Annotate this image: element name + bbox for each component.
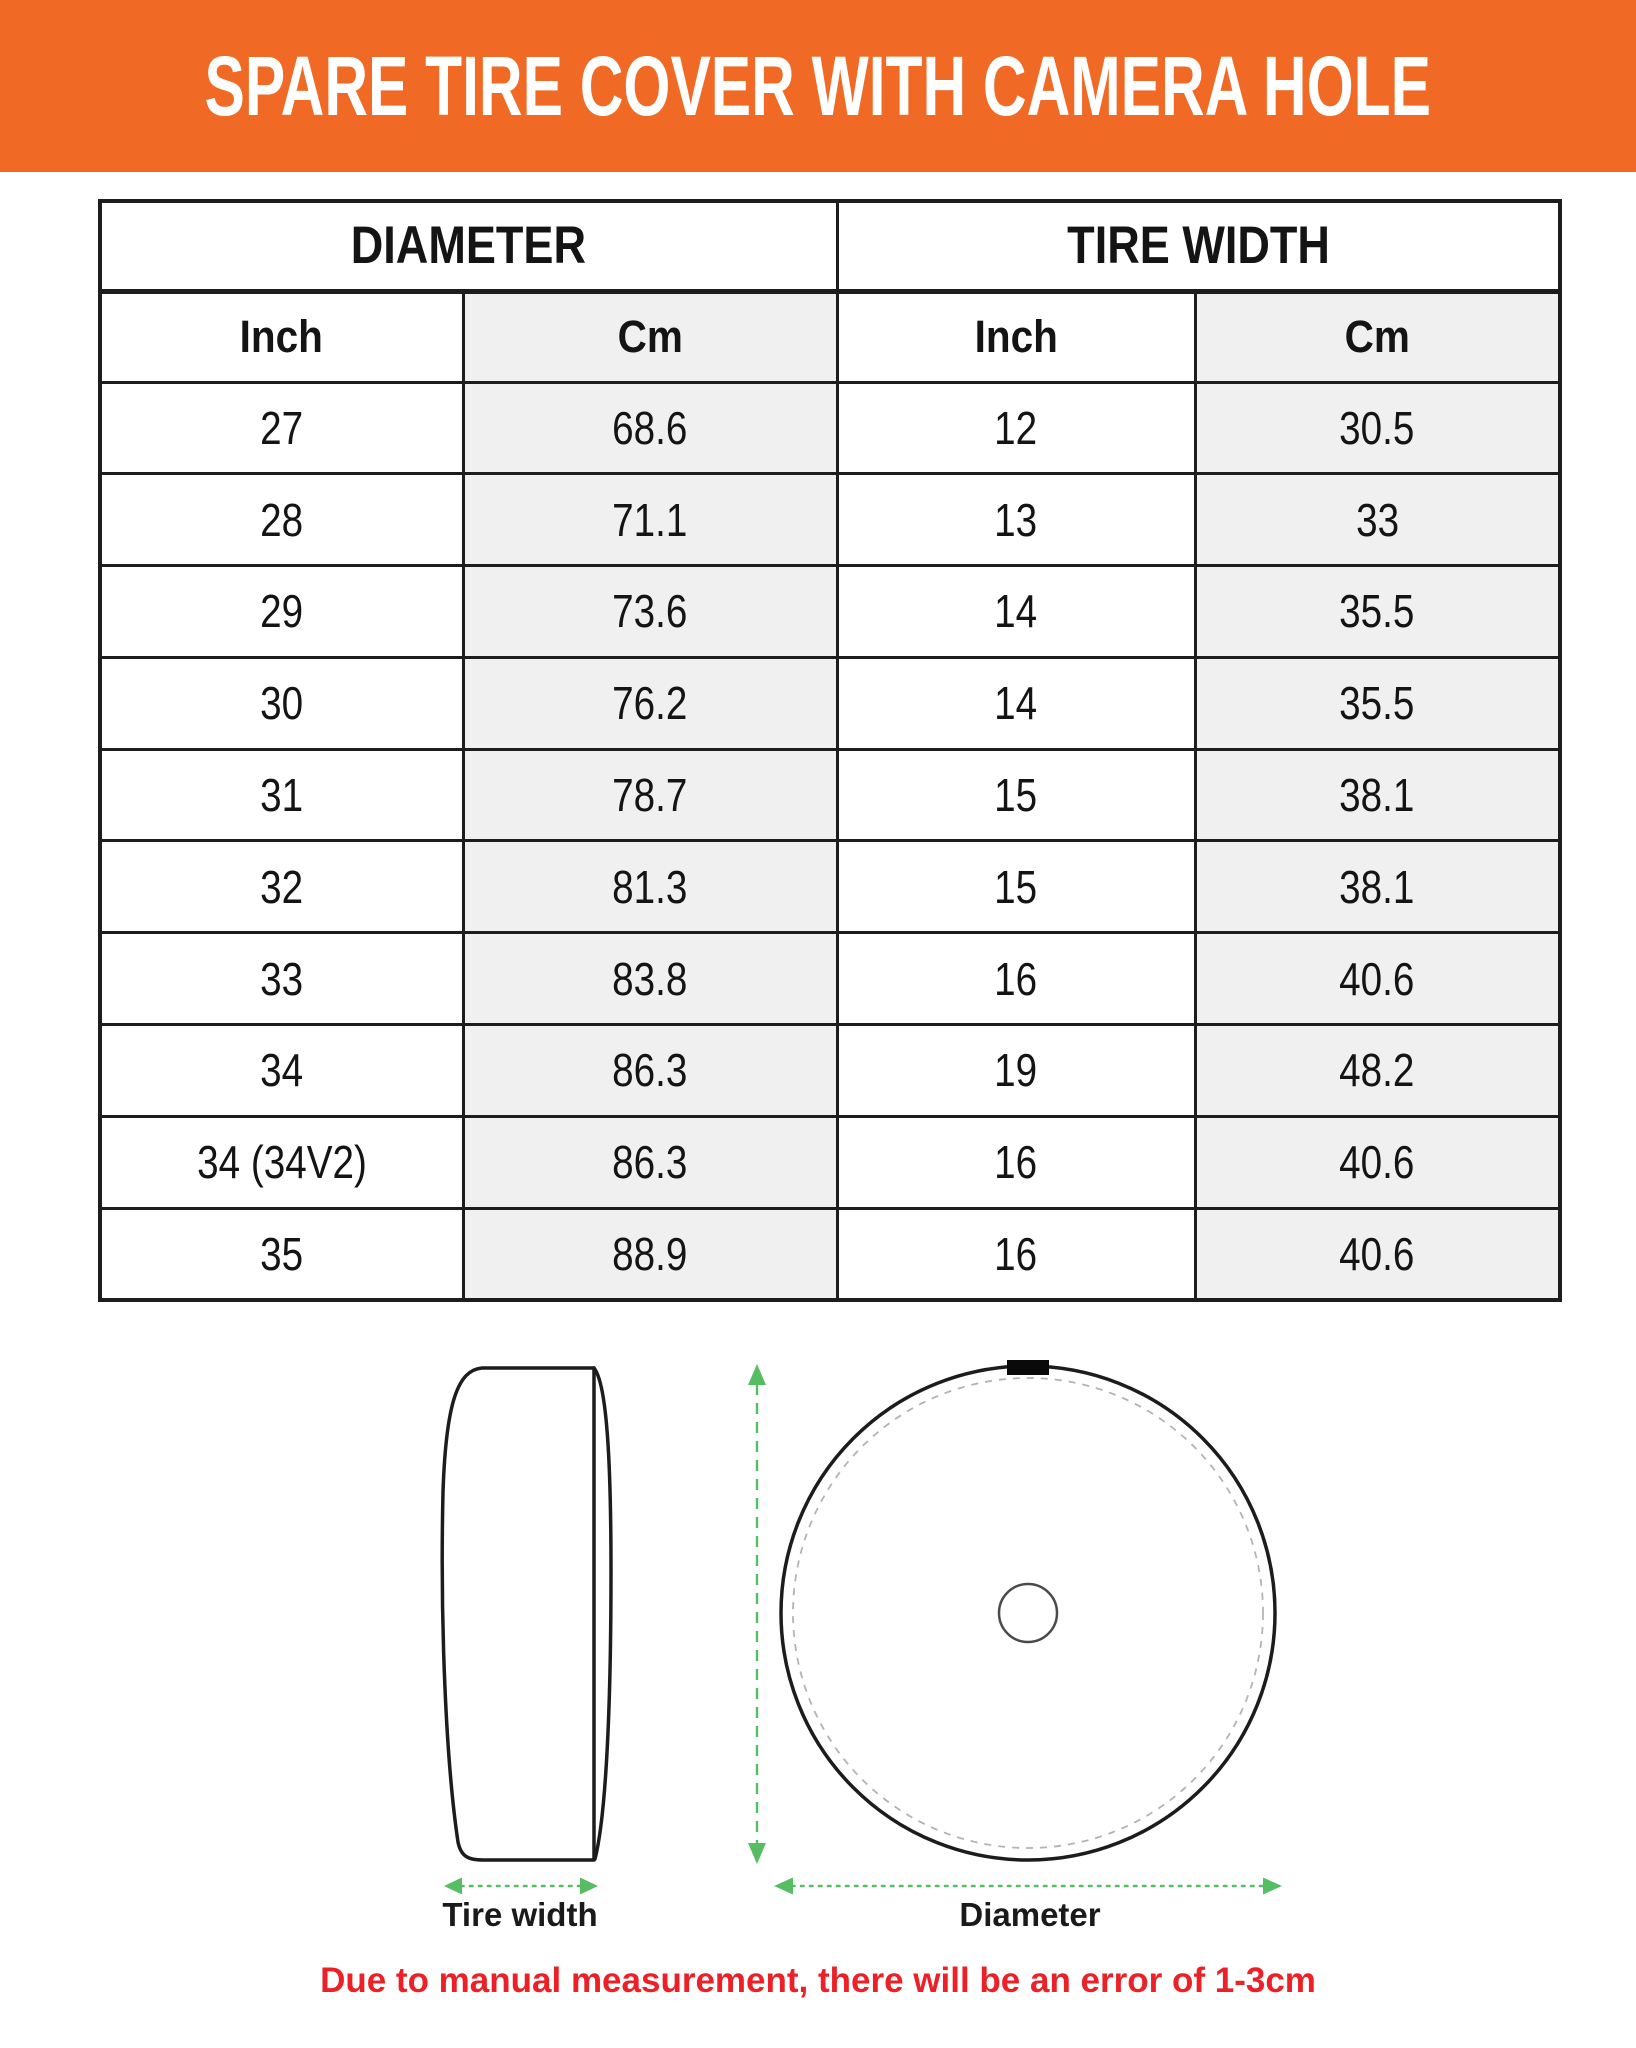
cell-diameter-inch: 34 — [100, 1025, 463, 1117]
cell-width-cm: 40.6 — [1195, 1208, 1560, 1300]
cell-width-cm: 38.1 — [1195, 749, 1560, 841]
cell-diameter-inch: 31 — [100, 749, 463, 841]
table-subheader-row — [100, 291, 1560, 382]
cell-diameter-cm: 88.9 — [463, 1208, 837, 1300]
cell-width-cm: 33 — [1195, 474, 1560, 566]
cell-width-cm: 40.6 — [1195, 933, 1560, 1025]
table-row — [100, 1116, 1560, 1208]
tire-measurement-diagram — [0, 1340, 1636, 2048]
cell-diameter-cm: 68.6 — [463, 382, 837, 474]
horizontal-diameter-arrow — [774, 1878, 1282, 1895]
cell-diameter-inch: 30 — [100, 657, 463, 749]
cell-width-cm: 48.2 — [1195, 1025, 1560, 1117]
size-chart-table — [98, 199, 1562, 1302]
camera-hole — [999, 1584, 1057, 1642]
column-group-diameter — [100, 201, 837, 291]
cell-diameter-cm: 71.1 — [463, 474, 837, 566]
cell-width-inch: 16 — [837, 933, 1195, 1025]
strap-mark — [1007, 1360, 1049, 1375]
cell-width-cm: 40.6 — [1195, 1116, 1560, 1208]
cell-diameter-cm: 86.3 — [463, 1116, 837, 1208]
cell-diameter-inch: 33 — [100, 933, 463, 1025]
cell-width-inch: 13 — [837, 474, 1195, 566]
cell-width-cm: 35.5 — [1195, 657, 1560, 749]
cell-diameter-inch: 27 — [100, 382, 463, 474]
cell-diameter-cm: 76.2 — [463, 657, 837, 749]
cell-width-inch: 14 — [837, 566, 1195, 658]
table-row — [100, 1208, 1560, 1300]
header-banner — [0, 0, 1636, 172]
tire-side-view-drawing — [442, 1368, 611, 1860]
cell-diameter-inch: 28 — [100, 474, 463, 566]
measurement-error-note: Due to manual measurement, there will be an error of 1-3cm — [320, 1961, 1316, 2000]
table-row — [100, 566, 1560, 658]
table-row — [100, 474, 1560, 566]
cell-diameter-inch: 35 — [100, 1208, 463, 1300]
cell-diameter-cm: 83.8 — [463, 933, 837, 1025]
cell-width-inch: 15 — [837, 841, 1195, 933]
cell-width-cm: 38.1 — [1195, 841, 1560, 933]
cell-width-cm: 35.5 — [1195, 566, 1560, 658]
table-row — [100, 933, 1560, 1025]
cell-width-inch: 14 — [837, 657, 1195, 749]
table-row — [100, 382, 1560, 474]
cell-diameter-cm: 86.3 — [463, 1025, 837, 1117]
table-group-header-row — [100, 201, 1560, 291]
tire-width-arrow — [444, 1878, 598, 1895]
subheader-width-inch: Inch — [837, 291, 1195, 382]
subheader-width-cm: Cm — [1195, 291, 1560, 382]
diameter-group-label: DIAMETER — [351, 216, 587, 276]
table-row — [100, 1025, 1560, 1117]
cell-diameter-cm: 73.6 — [463, 566, 837, 658]
cell-diameter-cm: 78.7 — [463, 749, 837, 841]
tire-width-measure-label: Tire width — [442, 1896, 598, 1933]
table-row — [100, 657, 1560, 749]
cell-width-inch: 12 — [837, 382, 1195, 474]
cell-diameter-cm: 81.3 — [463, 841, 837, 933]
subheader-diameter-cm: Cm — [463, 291, 837, 382]
cell-diameter-inch: 29 — [100, 566, 463, 658]
page-title: SPARE TIRE COVER WITH CAMERA HOLE — [204, 38, 1432, 133]
column-group-tire-width — [837, 201, 1560, 291]
cell-width-inch: 16 — [837, 1208, 1195, 1300]
cell-width-cm: 30.5 — [1195, 382, 1560, 474]
tire-width-group-label: TIRE WIDTH — [1066, 216, 1330, 276]
vertical-diameter-arrow — [748, 1364, 766, 1864]
cell-width-inch: 19 — [837, 1025, 1195, 1117]
cell-width-inch: 15 — [837, 749, 1195, 841]
tire-front-view-drawing — [781, 1360, 1275, 1860]
table-row — [100, 841, 1560, 933]
cell-diameter-inch: 34 (34V2) — [100, 1116, 463, 1208]
cell-width-inch: 16 — [837, 1116, 1195, 1208]
table-row — [100, 749, 1560, 841]
subheader-diameter-inch: Inch — [100, 291, 463, 382]
cell-diameter-inch: 32 — [100, 841, 463, 933]
diameter-measure-label: Diameter — [959, 1896, 1101, 1933]
